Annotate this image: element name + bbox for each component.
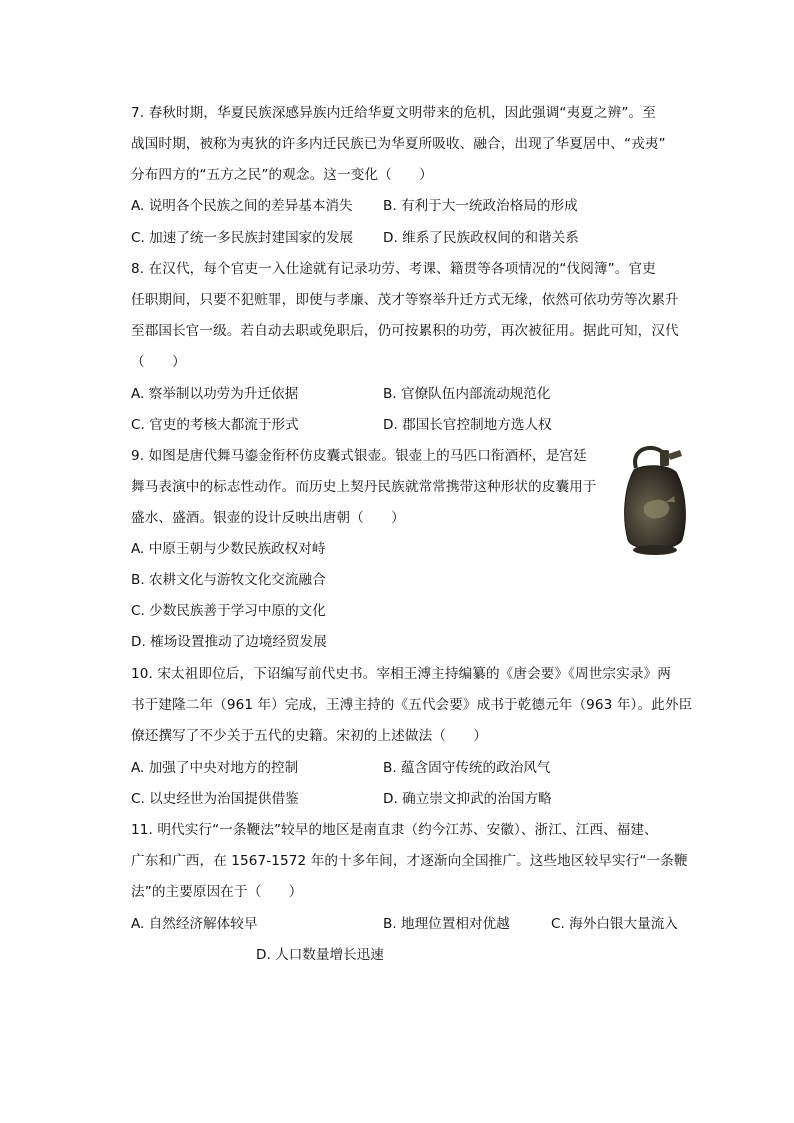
q11-stem-line-3: 法”的主要原因在于（ ）: [131, 884, 303, 900]
q8-option-c[interactable]: C. 官吏的考核大都流于形式: [131, 417, 299, 433]
q9-option-b[interactable]: B. 农耕文化与游牧文化交流融合: [131, 572, 326, 588]
q11-option-d[interactable]: D. 人口数量增长迅速: [256, 947, 384, 963]
q9-stem-line-3: 盛水、盛酒。银壶的设计反映出唐朝（ ）: [131, 510, 405, 526]
q10-stem-line-3: 僚还撰写了不少关于五代的史籍。宋初的上述做法（ ）: [131, 728, 488, 744]
q11-stem-line-2: 广东和广西，在 1567-1572 年的十多年间，才逐渐向全国推广。这些地区较早实行“一条鞭: [131, 853, 688, 869]
q11-option-c[interactable]: C. 海外白银大量流入: [551, 916, 678, 932]
q9-stem-line-1: 9. 如图是唐代舞马鎏金衔杯仿皮囊式银壶。银壶上的马匹口衔酒杯，是宫廷: [131, 448, 587, 464]
q7-option-a[interactable]: A. 说明各个民族之间的差异基本消失: [131, 198, 353, 214]
silver-flask-image: [620, 440, 690, 562]
q8-stem-line-2: 任职期间，只要不犯赃罪，即使与孝廉、茂才等察举升迁方式无缘，依然可依功劳等次累升: [131, 292, 679, 308]
q8-option-b[interactable]: B. 官僚队伍内部流动规范化: [383, 386, 551, 402]
q8-option-d[interactable]: D. 郡国长官控制地方选人权: [383, 417, 552, 433]
q10-stem-line-1: 10. 宋太祖即位后，下诏编写前代史书。宰相王溥主持编纂的《唐会要》《周世宗实录》两: [131, 666, 671, 682]
q7-stem-line-3: 分布四方的“五方之民”的观念。这一变化（ ）: [131, 167, 433, 183]
q11-stem-line-1: 11. 明代实行“一条鞭法”较早的地区是南直隶（约今江苏、安徽）、浙江、江西、福建、: [131, 822, 658, 838]
q8-stem-line-1: 8. 在汉代，每个官吏一入仕途就有记录功劳、考课、籍贯等各项情况的“伐阅簿”。官吏: [131, 261, 656, 277]
q9-option-a[interactable]: A. 中原王朝与少数民族政权对峙: [131, 541, 326, 557]
q7-option-d[interactable]: D. 维系了民族政权间的和谐关系: [383, 230, 579, 246]
q10-option-c[interactable]: C. 以史经世为治国提供借鉴: [131, 791, 299, 807]
q9-option-c[interactable]: C. 少数民族善于学习中原的文化: [131, 603, 326, 619]
q10-option-b[interactable]: B. 蕴含固守传统的政治风气: [383, 760, 551, 776]
q10-stem-line-2: 书于建隆二年（961 年）完成，王溥主持的《五代会要》成书于乾德元年（963 年）。此外臣: [131, 697, 693, 713]
q11-option-b[interactable]: B. 地理位置相对优越: [383, 916, 510, 932]
q9-stem-line-2: 舞马表演中的标志性动作。而历史上契丹民族就常常携带这种形状的皮囊用于: [131, 479, 597, 495]
q7-option-b[interactable]: B. 有利于大一统政治格局的形成: [383, 198, 578, 214]
q8-stem-line-3: 至郡国长官一级。若自动去职或免职后，仍可按累积的功劳，再次被征用。据此可知，汉代: [131, 323, 679, 339]
q7-stem-line-1: 7. 春秋时期，华夏民族深感异族内迁给华夏文明带来的危机，因此强调“夷夏之辨”。至: [131, 105, 656, 121]
q7-stem-line-2: 战国时期，被称为夷狄的许多内迁民族已为华夏所吸收、融合，出现了华夏居中、“戎夷”: [131, 136, 666, 152]
q11-option-a[interactable]: A. 自然经济解体较早: [131, 916, 258, 932]
q10-option-a[interactable]: A. 加强了中央对地方的控制: [131, 760, 299, 776]
q9-option-d[interactable]: D. 榷场设置推动了边境经贸发展: [131, 634, 327, 650]
q8-option-a[interactable]: A. 察举制以功劳为升迁依据: [131, 386, 299, 402]
q7-option-c[interactable]: C. 加速了统一多民族封建国家的发展: [131, 230, 354, 246]
q10-option-d[interactable]: D. 确立崇文抑武的治国方略: [383, 791, 552, 807]
q8-stem-line-4: （ ）: [131, 354, 186, 370]
